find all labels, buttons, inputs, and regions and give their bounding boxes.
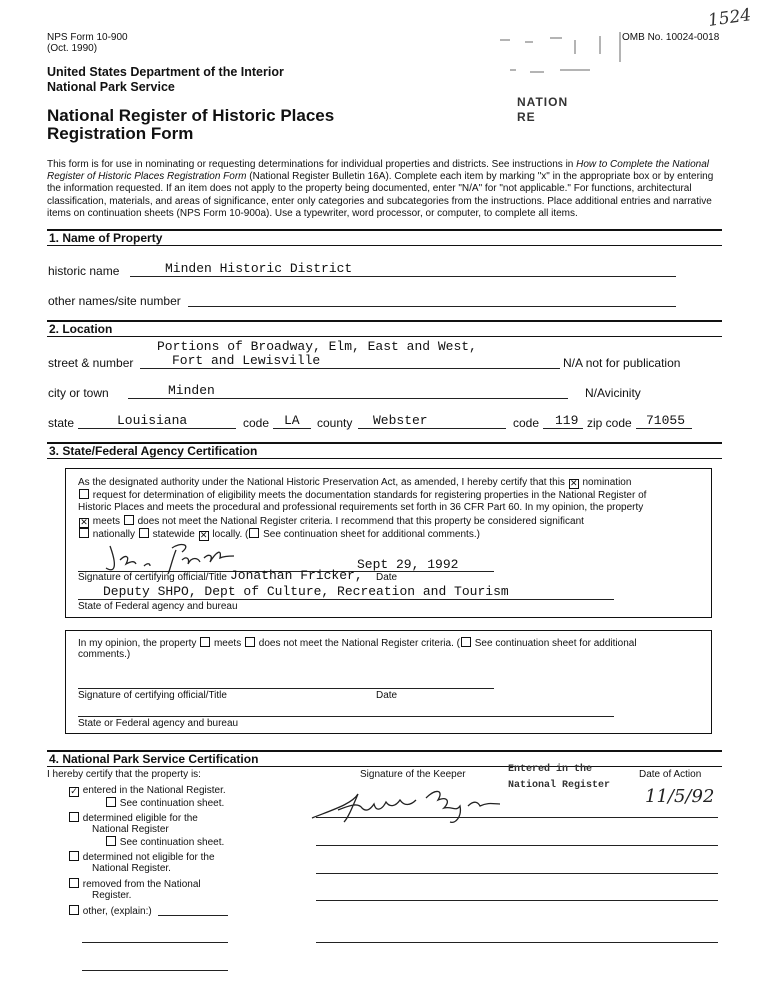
- eligible-see-continuation-checkbox[interactable]: [106, 836, 116, 846]
- zip-label: zip code: [587, 416, 632, 430]
- instructions-paragraph: This form is for use in nominating or requesting determinations for individual properties and districts. See instructions in How to Complete the National Register of Historic Places Registration Form (National Register Bulletin 16A). Complete each item by marking "x" in the appropriate box or by entering the information requested. If an item does not apply to the property being documented, enter "N/A" for "not applicable." For functions, architectural classification, materials, and areas of significance, enter only categories and subcategories from the instructions. Place additional entries and narrative items on continuation sheets (NPS Form 10-900a). Use a typewriter, word processor, or computer, to complete all items.: [47, 159, 714, 219]
- keeper-label: Signature of the Keeper: [360, 769, 466, 780]
- option-entered: ✓ entered in the National Register.: [70, 785, 226, 797]
- historic-name-label: historic name: [48, 264, 120, 278]
- opinion-meets-checkbox[interactable]: [200, 637, 210, 647]
- county-code-field[interactable]: 119: [555, 413, 579, 428]
- cert-line2: request for determination of eligibility meets the documentation standards for registering properties in the National Register of: [78, 489, 646, 502]
- eligible-checkbox[interactable]: [69, 812, 79, 822]
- other-checkbox[interactable]: [69, 905, 79, 915]
- zip-field[interactable]: 71055: [646, 413, 686, 428]
- agency2-label: State or Federal agency and bureau: [78, 718, 239, 729]
- city-label: city or town: [48, 386, 109, 400]
- agency-field[interactable]: Deputy SHPO, Dept of Culture, Recreation and Tourism: [103, 584, 509, 599]
- option-other: other, (explain:): [68, 905, 152, 918]
- entered-see-continuation-checkbox[interactable]: [106, 797, 116, 807]
- not-eligible-checkbox[interactable]: [69, 851, 79, 861]
- form-date: (Oct. 1990): [47, 43, 98, 54]
- received-stamp-line1: NATION: [517, 95, 569, 109]
- county-field[interactable]: Webster: [373, 413, 428, 428]
- handwritten-ref-number: 1524: [706, 5, 753, 31]
- county-code-label: code: [513, 416, 540, 430]
- vicinity: N/Avicinity: [585, 386, 641, 400]
- removed-checkbox[interactable]: [69, 878, 79, 888]
- cert-line5: nationally statewide ✕ locally. ( See continuation sheet for additional comments.): [78, 528, 480, 541]
- department-name: United States Department of the Interior: [47, 65, 284, 79]
- form-title-line1: National Register of Historic Places: [47, 106, 335, 125]
- section4-heading: 4. National Park Service Certification: [49, 752, 259, 766]
- omb-number: OMB No. 10024-0018: [622, 32, 720, 43]
- locally-checkbox[interactable]: ✕: [199, 531, 208, 541]
- option-entered-continuation: See continuation sheet.: [105, 797, 224, 810]
- street-label: street & number: [48, 356, 134, 370]
- received-stamp-mark: [470, 20, 650, 90]
- other-names-label: other names/site number: [48, 294, 181, 308]
- historic-name-field[interactable]: Minden Historic District: [165, 261, 353, 276]
- date2-label: Date: [376, 690, 398, 701]
- see-continuation-checkbox[interactable]: [249, 528, 259, 538]
- option-eligible: determined eligible for the: [68, 812, 198, 825]
- nationally-checkbox[interactable]: [79, 528, 89, 538]
- cert-line1: As the designated authority under the National Historic Preservation Act, as amended, I hereby certify that this ✕ nomination: [78, 477, 632, 489]
- street-line1-field[interactable]: Portions of Broadway, Elm, East and West,: [157, 339, 477, 354]
- cert-date-value[interactable]: Sept 29, 1992: [357, 557, 459, 572]
- opinion-see-continuation-checkbox[interactable]: [461, 637, 471, 647]
- statewide-checkbox[interactable]: [139, 528, 149, 538]
- opinion-line1: In my opinion, the property meets does not meet the National Register criteria. ( See continuation sheet for additional: [78, 638, 637, 649]
- na-mark-publication: N/A: [563, 356, 583, 370]
- code-label: code: [243, 416, 270, 430]
- received-stamp-line2: RE: [517, 110, 536, 124]
- not-for-publication: N/A not for publication: [563, 356, 681, 370]
- date-of-action-label: Date of Action: [639, 769, 702, 780]
- na-mark-vicinity: N/A: [585, 386, 605, 400]
- nomination-checkbox[interactable]: ✕: [569, 479, 578, 489]
- option-removed-line2: Register.: [92, 890, 132, 901]
- section1-heading: 1. Name of Property: [49, 231, 163, 245]
- street-line2-field[interactable]: Fort and Lewisville: [172, 353, 321, 368]
- state-code-field[interactable]: LA: [284, 413, 300, 428]
- state-label: state: [48, 416, 75, 430]
- option-not-eligible: determined not eligible for the: [68, 851, 215, 864]
- city-field[interactable]: Minden: [168, 383, 215, 398]
- agency-label: State of Federal agency and bureau: [78, 601, 238, 612]
- entered-checkbox[interactable]: ✓: [70, 787, 78, 797]
- keeper-signature: [308, 780, 548, 830]
- form-number: NPS Form 10-900: [47, 32, 128, 43]
- does-not-meet-checkbox[interactable]: [124, 515, 134, 525]
- section2-heading: 2. Location: [49, 322, 113, 336]
- opinion-line2: comments.): [78, 649, 131, 660]
- cert-line3: Historic Places and meets the procedural and professional requirements set forth in 36 CFR Part 60. In my opinion, the property: [78, 502, 644, 513]
- meets-checkbox[interactable]: ✕: [80, 518, 88, 528]
- date-label: Date: [376, 572, 398, 583]
- signature2-label: Signature of certifying official/Title: [78, 690, 227, 701]
- service-name: National Park Service: [47, 80, 175, 94]
- option-removed: removed from the National: [68, 878, 201, 891]
- signer-name[interactable]: Jonathan Fricker,: [230, 568, 363, 583]
- certify-label: I hereby certify that the property is:: [47, 769, 201, 780]
- request-checkbox[interactable]: [79, 489, 89, 499]
- entered-stamp: Entered in the National Register: [508, 764, 611, 791]
- state-field[interactable]: Louisiana: [117, 413, 188, 428]
- opinion-does-not-meet-checkbox[interactable]: [245, 637, 255, 647]
- signature-title-label: Signature of certifying official/Title: [78, 572, 227, 583]
- section3-heading: 3. State/Federal Agency Certification: [49, 444, 258, 458]
- option-eligible-line2: National Register: [92, 824, 169, 835]
- county-label: county: [317, 416, 353, 430]
- option-eligible-continuation: See continuation sheet.: [105, 836, 224, 849]
- option-not-eligible-line2: National Register.: [92, 863, 171, 874]
- form-title-line2: Registration Form: [47, 124, 194, 143]
- date-of-action-value[interactable]: 11/5/92: [645, 786, 715, 807]
- cert-line4: ✕ meets does not meet the National Register criteria. I recommend that this property be considered significant: [80, 516, 584, 528]
